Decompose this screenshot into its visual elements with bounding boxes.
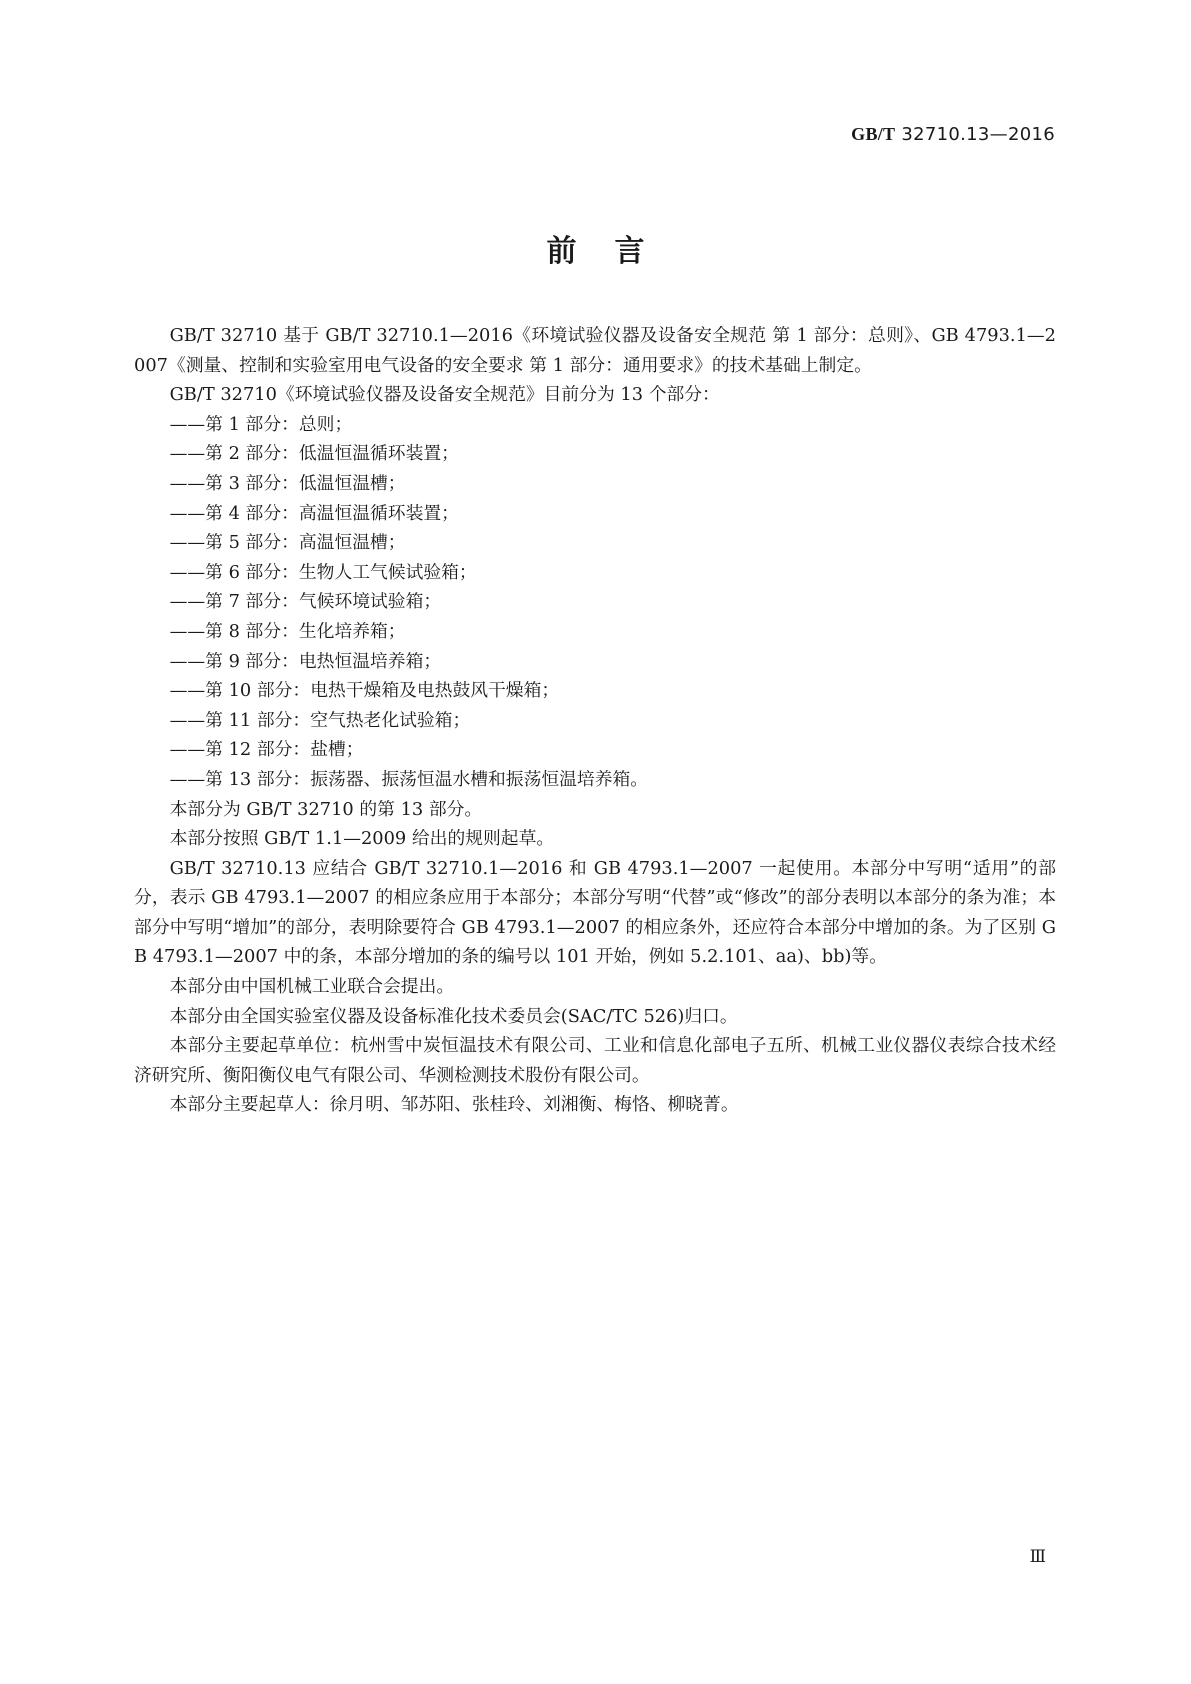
list-item: ——第 6 部分：生物人工气候试验箱； (169, 561, 477, 583)
standard-code-number: 32710.13—2016 (901, 124, 1055, 145)
page-number: Ⅲ (1029, 1547, 1046, 1566)
list-item: ——第 11 部分：空气热老化试验箱； (169, 709, 471, 731)
usage-paragraph: GB/T 32710.13 应结合 GB/T 32710.1—2016 和 GB 4793.1—2007 一起使用。本部分中写明“适用”的部分，表示 GB 4793.1—2007 的相应条应用于本部分；本部分写明“代替”或“修改”的部分表明以本部分的条为准；本部分中写明“增加”的部分，表明除要符合 GB 4793.1—2007 的相应条外，还应符合本部分中增加的条。为了区别 GB 4793.1—2007 中的条，本部分增加的条的编号以 101 开始，例如 5.2.101、aa)、bb)等。 (134, 857, 1056, 968)
drafters-paragraph: 本部分主要起草人：徐月明、邹苏阳、张桂玲、刘湘衡、梅恪、柳晓菁。 (169, 1094, 739, 1116)
list-item: ——第 4 部分：高温恒温循环装置； (169, 502, 459, 524)
list-item: ——第 8 部分：生化培养箱； (169, 620, 406, 642)
list-item: ——第 1 部分：总则； (169, 413, 353, 435)
foreword-body (134, 321, 1056, 1120)
list-item: ——第 13 部分：振荡器、振荡恒温水槽和振荡恒温培养箱。 (169, 768, 649, 790)
list-item: ——第 2 部分：低温恒温循环装置； (169, 443, 459, 465)
standard-code (851, 124, 1055, 145)
drafting-units-paragraph: 本部分主要起草单位：杭州雪中炭恒温技术有限公司、工业和信息化部电子五所、机械工业仪器仪表综合技术经济研究所、衡阳衡仪电气有限公司、华测检测技术股份有限公司。 (134, 1035, 1056, 1086)
list-item: ——第 5 部分：高温恒温槽； (169, 532, 406, 554)
list-item: ——第 12 部分：盐槽； (169, 739, 364, 761)
intro-paragraph: GB/T 32710 基于 GB/T 32710.1—2016《环境试验仪器及设备安全规范 第 1 部分：总则》、GB 4793.1—2007《测量、控制和实验室用电气设备的安全要求 第 1 部分：通用要求》的技术基础上制定。 (134, 325, 1056, 376)
parts-intro-paragraph: GB/T 32710《环境试验仪器及设备安全规范》目前分为 13 个部分： (169, 384, 720, 406)
this-part-paragraph: 本部分为 GB/T 32710 的第 13 部分。 (169, 798, 483, 820)
list-item: ——第 3 部分：低温恒温槽； (169, 472, 406, 494)
page-title: 前言 (546, 234, 683, 269)
proposed-by-paragraph: 本部分由中国机械工业联合会提出。 (169, 976, 455, 998)
list-item: ——第 7 部分：气候环境试验箱； (169, 591, 442, 613)
drafting-rules-paragraph: 本部分按照 GB/T 1.1—2009 给出的规则起草。 (169, 828, 555, 850)
centralized-by-paragraph: 本部分由全国实验室仪器及设备标准化技术委员会(SAC/TC 526)归口。 (169, 1005, 738, 1027)
list-item: ——第 10 部分：电热干燥箱及电热鼓风干燥箱； (169, 680, 560, 702)
standard-code-prefix: GB/T (851, 124, 896, 144)
list-item: ——第 9 部分：电热恒温培养箱； (169, 650, 442, 672)
